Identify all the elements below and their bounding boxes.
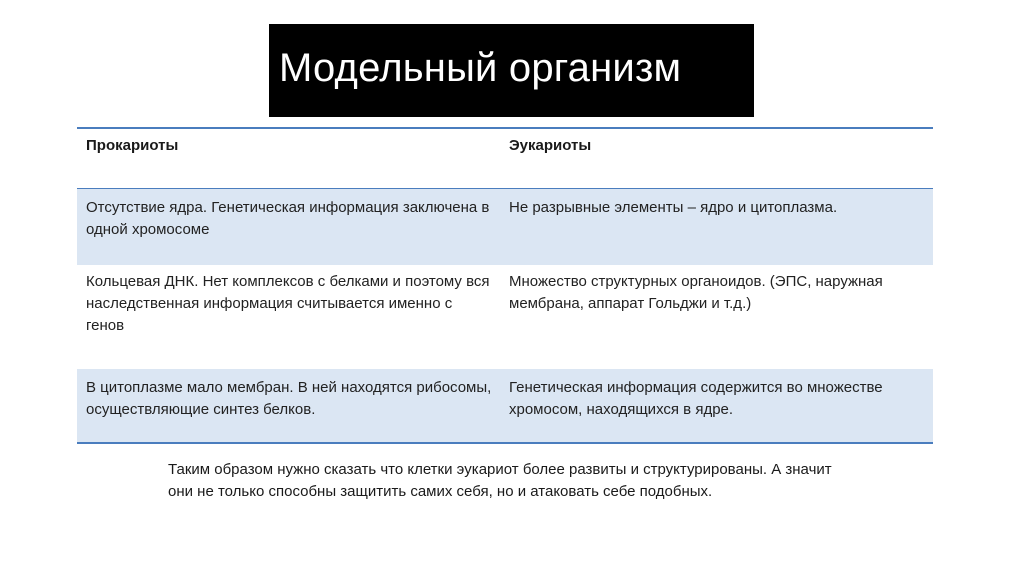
eukaryotes-cell: Не разрывные элементы – ядро и цитоплазма. xyxy=(509,199,838,216)
table-row xyxy=(77,369,933,444)
comparison-table xyxy=(77,127,933,444)
slide-title-box xyxy=(269,24,754,117)
slide-title: Модельный организм xyxy=(279,45,682,90)
conclusion-text: Таким образом нужно сказать что клетки эукариот более развиты и структурированы. А значит они не только способны защитить самих себя, но и атаковать себе подобных. xyxy=(168,461,832,500)
table-row xyxy=(77,265,933,369)
prokaryotes-cell: В цитоплазме мало мембран. В ней находятся рибосомы, осуществляющие синтез белков. xyxy=(86,379,492,418)
prokaryotes-cell: Отсутствие ядра. Генетическая информация заключена в одной хромосоме xyxy=(86,199,490,238)
header-prokaryotes: Прокариоты xyxy=(86,137,179,154)
eukaryotes-cell: Генетическая информация содержится во множестве хромосом, находящихся в ядре. xyxy=(509,379,883,418)
table-row xyxy=(77,189,933,265)
prokaryotes-cell: Кольцевая ДНК. Нет комплексов с белками и поэтому вся наследственная информация считывается именно с генов xyxy=(86,273,490,334)
header-eukaryotes: Эукариоты xyxy=(509,137,592,154)
table-header-row xyxy=(77,127,933,189)
eukaryotes-cell: Множество структурных органоидов. (ЭПС, наружная мембрана, аппарат Гольджи и т.д.) xyxy=(509,273,883,312)
